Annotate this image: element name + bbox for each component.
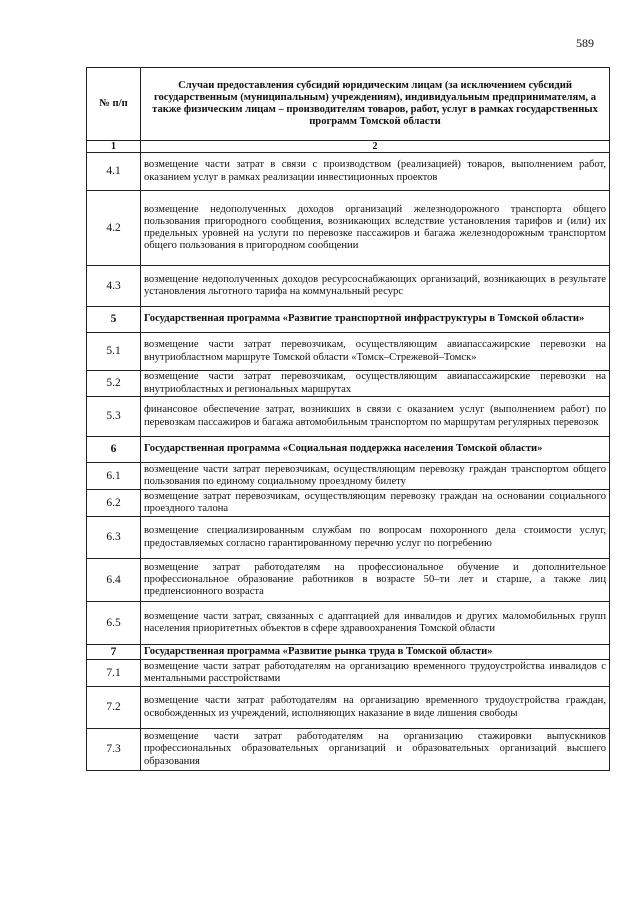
program-row — [87, 645, 610, 660]
table-row — [87, 660, 610, 687]
row-description: возмещение затрат работодателям на профессиональное обучение и дополнительное профессиональное образование работников в возрасте 50–ти лет и старше, а также лиц предпенсионного возраста — [141, 559, 610, 602]
row-number: 4.1 — [87, 153, 141, 191]
row-description: возмещение части затрат в связи с производством (реализацией) товаров, выполнением работ, оказанием услуг в рамках реализации инвестиционных проектов — [141, 153, 610, 191]
program-title: Государственная программа «Развитие транспортной инфраструктуры в Томской области» — [141, 307, 610, 333]
program-title: Государственная программа «Социальная поддержка населения Томской области» — [141, 437, 610, 463]
row-description: возмещение части затрат перевозчикам, осуществляющим перевозку граждан транспортом общего пользования по единому социальному проездному билету — [141, 463, 610, 490]
table-row — [87, 333, 610, 371]
row-description: возмещение недополученных доходов организаций железнодорожного транспорта общего пользования пригородного сообщения, возникающих вследствие установления тарифов и (или) их предельных уровней на услуги по перевозке пассажиров и багажа железнодорожным транспортом общего пользования в пригородном сообщении — [141, 191, 610, 266]
row-description: возмещение части затрат перевозчикам, осуществляющим авиапассажирские перевозки на внутриобластных и региональных маршрутах — [141, 371, 610, 397]
column-index-1: 1 — [87, 141, 141, 153]
row-description: возмещение недополученных доходов ресурсоснабжающих организаций, возникающих в результате установления льготного тарифа на коммунальный ресурс — [141, 266, 610, 307]
program-row — [87, 307, 610, 333]
row-number: 5.3 — [87, 397, 141, 437]
column-header-description: Случаи предоставления субсидий юридическим лицам (за исключением субсидий государственным (муниципальным) учреждениям), индивидуальным предпринимателям, а также физическим лицам – производителям товаров, работ, услуг в рамках государственных программ Томской области — [141, 68, 610, 141]
table-row — [87, 371, 610, 397]
column-index-row — [87, 141, 610, 153]
table-row — [87, 266, 610, 307]
row-number: 7.1 — [87, 660, 141, 687]
table-row — [87, 463, 610, 490]
program-number: 5 — [87, 307, 141, 333]
table-row — [87, 687, 610, 729]
program-number: 7 — [87, 645, 141, 660]
row-description: возмещение части затрат работодателям на организацию временного трудоустройства инвалидов с ментальными расстройствами — [141, 660, 610, 687]
row-number: 6.4 — [87, 559, 141, 602]
page-number: 589 — [576, 36, 594, 50]
column-header-number: № п/п — [87, 68, 141, 141]
row-description: возмещение затрат перевозчикам, осуществляющим перевозку граждан на основании социального проездного талона — [141, 490, 610, 517]
row-number: 5.1 — [87, 333, 141, 371]
table-row — [87, 153, 610, 191]
program-number: 6 — [87, 437, 141, 463]
table-header-row — [87, 68, 610, 141]
row-number: 4.2 — [87, 191, 141, 266]
row-description: возмещение части затрат работодателям на организацию стажировки выпускников профессиональных образовательных организаций и образовательных организаций высшего образования — [141, 729, 610, 771]
table-row — [87, 602, 610, 645]
row-number: 6.1 — [87, 463, 141, 490]
row-number: 4.3 — [87, 266, 141, 307]
row-number: 6.2 — [87, 490, 141, 517]
row-number: 5.2 — [87, 371, 141, 397]
row-number: 7.3 — [87, 729, 141, 771]
row-description: возмещение части затрат, связанных с адаптацией для инвалидов и других маломобильных групп населения приоритетных объектов в сфере здравоохранения Томской области — [141, 602, 610, 645]
row-description: возмещение части затрат работодателям на организацию временного трудоустройства граждан, освобожденных из учреждений, исполняющих наказание в виде лишения свободы — [141, 687, 610, 729]
table-row — [87, 490, 610, 517]
program-row — [87, 437, 610, 463]
table-row — [87, 559, 610, 602]
subsidy-table — [86, 67, 610, 771]
table-row — [87, 397, 610, 437]
table-row — [87, 729, 610, 771]
row-number: 6.3 — [87, 517, 141, 559]
table-row — [87, 191, 610, 266]
row-description: возмещение специализированным службам по вопросам похоронного дела стоимости услуг, предоставляемых согласно гарантированному перечню услуг по погребению — [141, 517, 610, 559]
row-number: 7.2 — [87, 687, 141, 729]
row-description: возмещение части затрат перевозчикам, осуществляющим авиапассажирские перевозки на внутриобластном маршруте Томской области «Томск–Стрежевой–Томск» — [141, 333, 610, 371]
row-number: 6.5 — [87, 602, 141, 645]
program-title: Государственная программа «Развитие рынка труда в Томской области» — [141, 645, 610, 660]
column-index-2: 2 — [141, 141, 610, 153]
table-row — [87, 517, 610, 559]
row-description: финансовое обеспечение затрат, возникших в связи с оказанием услуг (выполнением работ) по перевозкам пассажиров и багажа автомобильным транспортом по маршрутам регулярных перевозок — [141, 397, 610, 437]
